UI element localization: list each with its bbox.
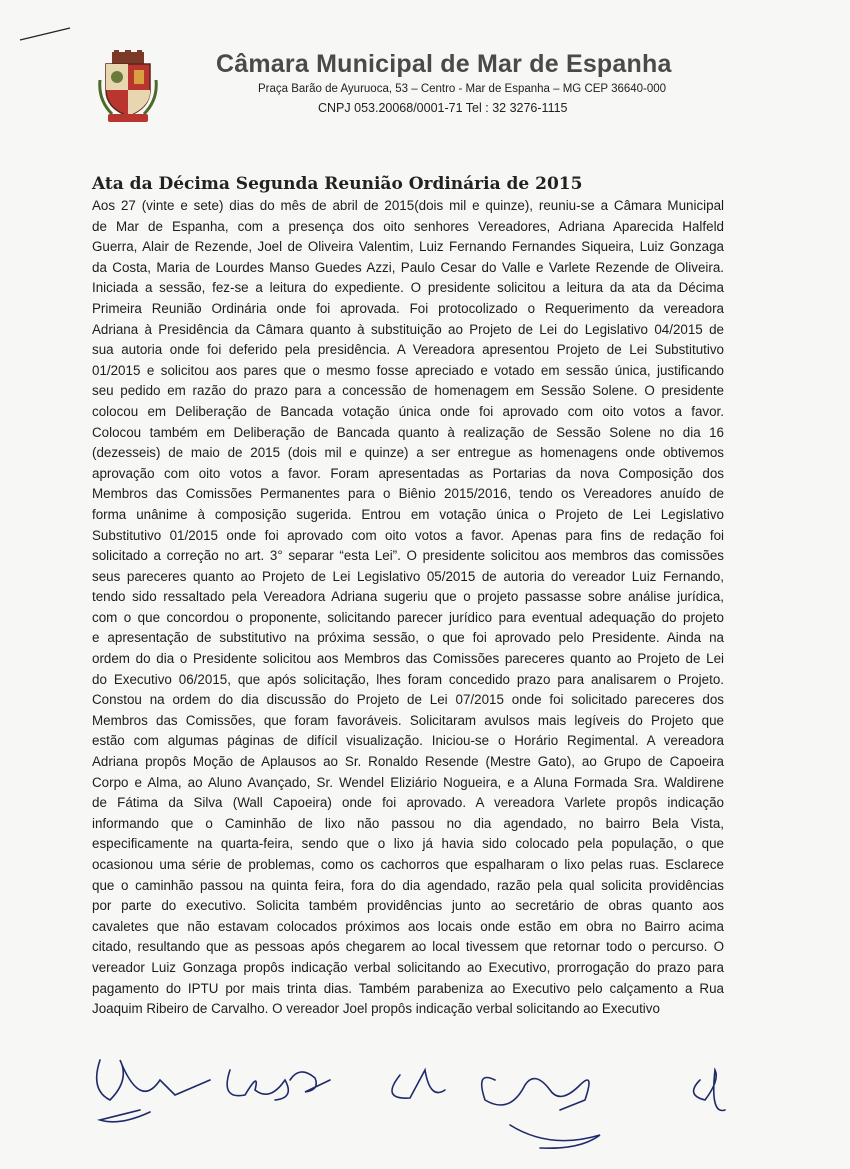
text-line: por parte do executivo. Solicita também providências junto ao secretário de obras quanto aos — [92, 898, 724, 914]
chamber-name: Câmara Municipal de Mar de Espanha — [216, 50, 672, 78]
minutes-title: Ata da Décima Segunda Reunião Ordinária de 2015 — [92, 174, 583, 194]
text-line: seus pareceres quanto ao Projeto de Lei Legislativo 05/2015 de autoria do vereador Luiz Fernando, — [92, 568, 724, 584]
municipal-coat-of-arms-icon — [98, 50, 158, 124]
text-line: (dezesseis) de maio de 2015 (dois mil e quinze) a ser entregue as homenagens onde obtivemos — [92, 445, 724, 461]
text-line: de Fátima da Silva (Wall Capoeira) onde foi aprovado. A vereadora Varlete propôs indicação — [92, 795, 724, 811]
text-line: estão com algumas páginas de difícil visualização. Iniciou-se o Horário Regimental. A vereadora — [92, 733, 724, 749]
text-line: seu pedido em razão do prazo para a concessão de homenagem em Sessão Solene. O presidente — [92, 383, 724, 399]
chamber-contact: CNPJ 053.20068/0001-71 Tel : 32 3276-1115 — [318, 101, 568, 115]
text-line: ordem do dia o Presidente solicitou aos Membros das Comissões pareceres quanto ao Projeto de Lei — [92, 651, 724, 667]
text-line: forma unânime à composição sugerida. Entrou em votação única o Projeto de Lei Legislativo — [92, 506, 724, 522]
text-line: Joaquim Ribeiro de Carvalho. O vereador Joel propôs indicação verbal solicitando ao Executivo — [92, 1001, 660, 1017]
text-line: sua autoria onde foi deferido pela presidência. A Vereadora apresentou Projeto de Lei Substitutivo — [92, 342, 724, 358]
text-line: Iniciada a sessão, fez-se a leitura do expediente. O presidente solicitou a leitura da ata da Décima — [92, 280, 724, 296]
text-line: Guerra, Alair de Rezende, Joel de Oliveira Valentim, Luiz Fernando Fernandes Siqueira, Luiz Gonzaga — [92, 239, 724, 255]
text-line: Constou na ordem do dia discussão do Projeto de Lei 07/2015 onde foi solicitado pareceres dos — [92, 692, 724, 708]
text-line: e apresentação de substitutivo na próxima sessão, o que foi aprovado pelo Presidente. Ainda na — [92, 630, 724, 646]
text-line: Membros das Comissões Permanentes para o Biênio 2015/2016, tendo os Vereadores anuído de — [92, 486, 724, 502]
text-line: aprovação com oito votos a favor. Foram apresentadas as Portarias da nova Composição dos — [92, 465, 724, 481]
text-line: da Costa, Maria de Lourdes Manso Guedes Azzi, Paulo Cesar do Valle e Varlete Rezende de Oliveira. — [92, 259, 724, 275]
text-line: vereador Luiz Gonzaga propôs indicação verbal solicitando ao Executivo, prorrogação do prazo para — [92, 959, 724, 975]
minutes-body — [92, 196, 724, 1020]
text-line: Adriana à Presidência da Câmara quanto à substituição ao Projeto de Lei do Legislativo 04/2015 de — [92, 321, 724, 337]
text-line: solicitado a correção no art. 3° separar “esta Lei”. O presidente solicitou aos membros das comissões — [92, 548, 724, 564]
text-line: Aos 27 (vinte e sete) dias do mês de abril de 2015(dois mil e quinze), reuniu-se a Câmara Municipal — [92, 198, 724, 213]
text-line: ocasionou uma série de problemas, como os cachorros que espalharam o lixo pelas ruas. Esclarece — [92, 857, 724, 872]
text-line: colocou em Deliberação de Bancada votação única onde foi aprovado com oito votos a favor. — [92, 403, 724, 419]
text-line: Membros das Comissões, que foram favoráveis. Solicitaram avulsos mais legíveis do Projeto que — [92, 712, 724, 728]
text-line: com o que concordou o proponente, solicitando parecer jurídico para eventual adequação do projeto — [92, 609, 724, 625]
text-line: Adriana propôs Moção de Aplausos ao Sr. Ronaldo Resende (Mestre Gato), ao Grupo de Capoeira — [92, 754, 724, 770]
text-line: Corpo e Alma, ao Aluno Avançado, Sr. Wendel Eliziário Nogueira, e a Aluna Formada Sra. Waldirene — [92, 774, 724, 790]
handwritten-signatures-icon — [80, 1040, 760, 1160]
text-line: Substitutivo 01/2015 onde foi aprovado com oito votos a favor. Apenas para fins de redação foi — [92, 527, 724, 543]
text-line: do Executivo 06/2015, que após solicitação, lhes foram concedido prazo para analisarem o Projeto. — [92, 671, 724, 687]
chamber-address: Praça Barão de Ayuruoca, 53 – Centro - Mar de Espanha – MG CEP 36640-000 — [258, 83, 667, 95]
text-line: Primeira Reunião Ordinária onde foi aprovada. Foi protocolizado o Requerimento da vereadora — [92, 300, 724, 316]
pen-mark-icon — [18, 18, 78, 48]
text-line: 01/2015 e solicitou aos pares que o mesmo fosse apreciado e votado em sessão única, justificando — [92, 362, 724, 378]
text-line: citado, resultando que as pessoas após chegarem ao local tivessem que retornar todo o percurso. O — [92, 939, 724, 955]
text-line: especificamente na quarta-feira, sendo que o lixo já havia sido colocado pela população, o que — [92, 836, 724, 852]
text-line: informando que o Caminhão de lixo não passou no dia agendado, no bairro Bela Vista, — [92, 815, 724, 831]
text-line: tendo sido ressaltado pela Vereadora Adriana sugeriu que o projeto passasse sobre análise jurídica, — [92, 589, 724, 605]
text-line: Colocou também em Deliberação de Bancada quanto à realização de Sessão Solene no dia 16 — [92, 424, 724, 440]
text-line: que o caminhão passou na quinta feira, fora do dia agendado, razão pela qual solicita providências — [92, 877, 724, 893]
text-line: de Mar de Espanha, com a presença dos oito senhores Vereadores, Adriana Aparecida Halfeld — [92, 218, 724, 234]
text-line: cavaletes que não estavam colocados próximos aos locais onde estão em obra no Bairro acima — [92, 918, 724, 934]
text-line: pagamento do IPTU por mais trinta dias. Também parabeniza ao Executivo pelo calçamento a Rua — [92, 980, 724, 996]
